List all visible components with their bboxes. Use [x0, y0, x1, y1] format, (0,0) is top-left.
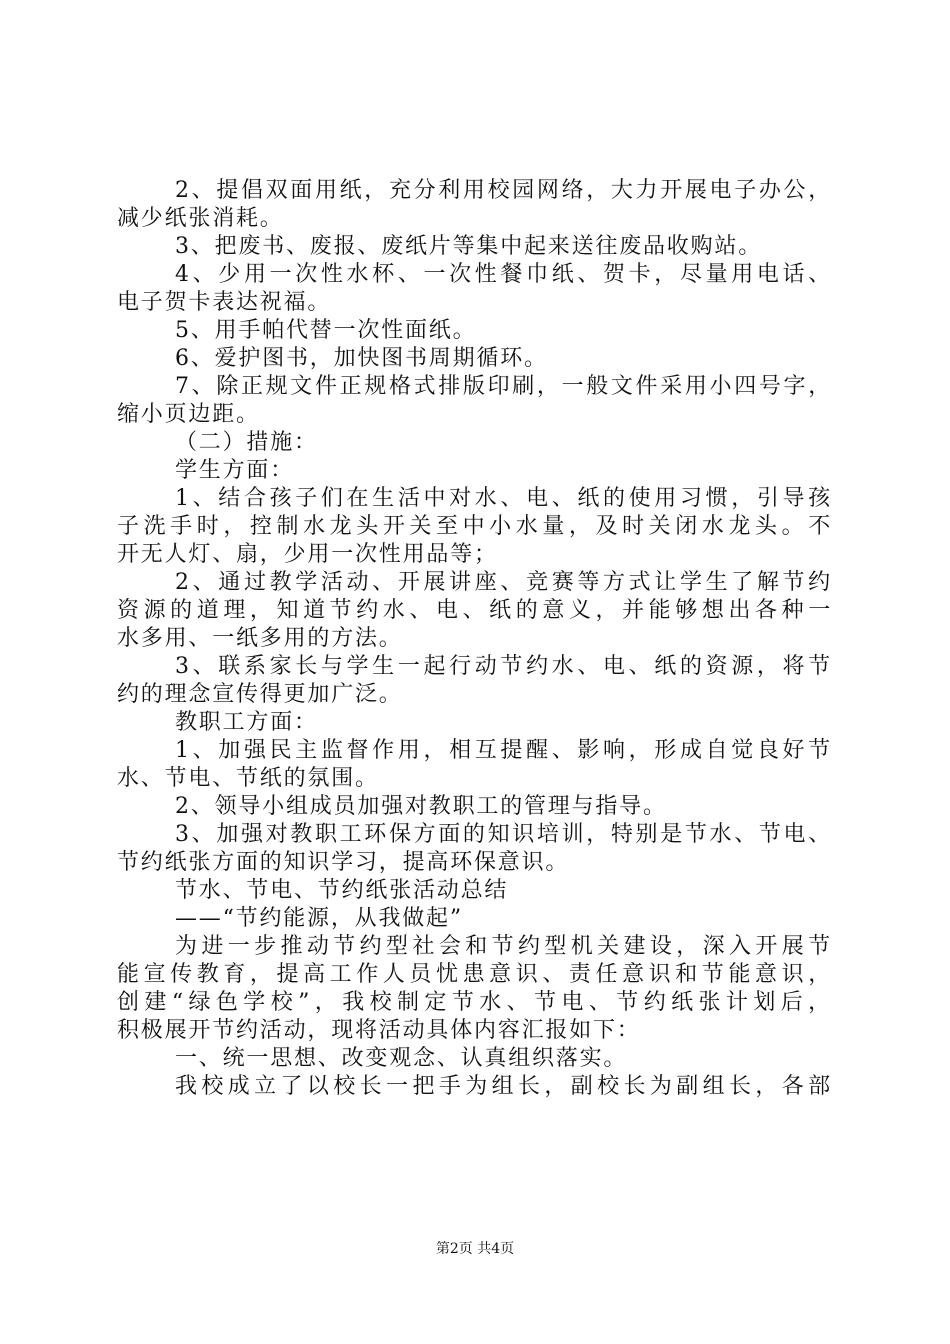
text-line: 7、除正规文件正规格式排版印刷，一般文件采用小四号字， — [175, 374, 832, 399]
text-line: 资源的道理，知道节约水、电、纸的意义，并能够想出各种一 — [117, 598, 832, 623]
text-line: 3、把废书、废报、废纸片等集中起来送往废品收购站。 — [175, 234, 762, 259]
text-line: 水、节电、节纸的氛围。 — [117, 766, 379, 791]
text-line: 教职工方面： — [175, 710, 318, 735]
text-line: （二）措施： — [175, 430, 318, 455]
text-line: 5、用手帕代替一次性面纸。 — [175, 318, 477, 343]
text-line: 一、统一思想、改变观念、认真组织落实。 — [175, 1046, 628, 1071]
text-line: 水多用、一纸多用的方法。 — [117, 626, 403, 651]
text-line: 创建“绿色学校”，我校制定节水、节电、节约纸张计划后， — [117, 990, 832, 1015]
text-line: 我校成立了以校长一把手为组长，副校长为副组长，各部 — [175, 1074, 832, 1099]
text-line: 1、加强民主监督作用，相互提醒、影响，形成自觉良好节 — [175, 738, 832, 763]
text-line: 1、结合孩子们在生活中对水、电、纸的使用习惯，引导孩 — [175, 486, 832, 511]
text-line: 2、通过教学活动、开展讲座、竞赛等方式让学生了解节约 — [175, 570, 832, 595]
text-line: 子洗手时，控制水龙头开关至中小水量，及时关闭水龙头。不 — [117, 514, 832, 539]
text-line: 能宣传教育，提高工作人员忧患意识、责任意识和节能意识， — [117, 962, 832, 987]
text-line: 6、爱护图书，加快图书周期循环。 — [175, 346, 548, 371]
text-line: 2、领导小组成员加强对教职工的管理与指导。 — [175, 794, 667, 819]
text-line: 电子贺卡表达祝福。 — [117, 290, 332, 315]
page-footer: 第2页 共4页 — [435, 1241, 515, 1257]
text-line: 减少纸张消耗。 — [117, 206, 284, 231]
text-line: 2、提倡双面用纸，充分利用校园网络，大力开展电子办公， — [175, 178, 832, 203]
text-line: 积极展开节约活动，现将活动具体内容汇报如下： — [117, 1018, 641, 1043]
text-line: 约的理念宣传得更加广泛。 — [117, 682, 403, 707]
text-line: 开无人灯、扇，少用一次性用品等； — [117, 542, 498, 567]
text-line: 3、加强对教职工环保方面的知识培训，特别是节水、节电、 — [175, 822, 832, 847]
text-line: 4、少用一次性水杯、一次性餐巾纸、贺卡，尽量用电话、 — [175, 262, 832, 287]
text-line: 为进一步推动节约型社会和节约型机关建设，深入开展节 — [175, 934, 832, 959]
text-line: 节约纸张方面的知识学习，提高环保意识。 — [117, 850, 570, 875]
text-line: 节水、节电、节约纸张活动总结 — [175, 878, 509, 903]
text-line: 缩小页边距。 — [117, 402, 260, 427]
text-line: 3、联系家长与学生一起行动节约水、电、纸的资源，将节 — [175, 654, 832, 679]
document-body — [117, 177, 832, 1101]
text-line: ——“节约能源，从我做起” — [175, 906, 463, 931]
text-line: 学生方面： — [175, 458, 295, 483]
